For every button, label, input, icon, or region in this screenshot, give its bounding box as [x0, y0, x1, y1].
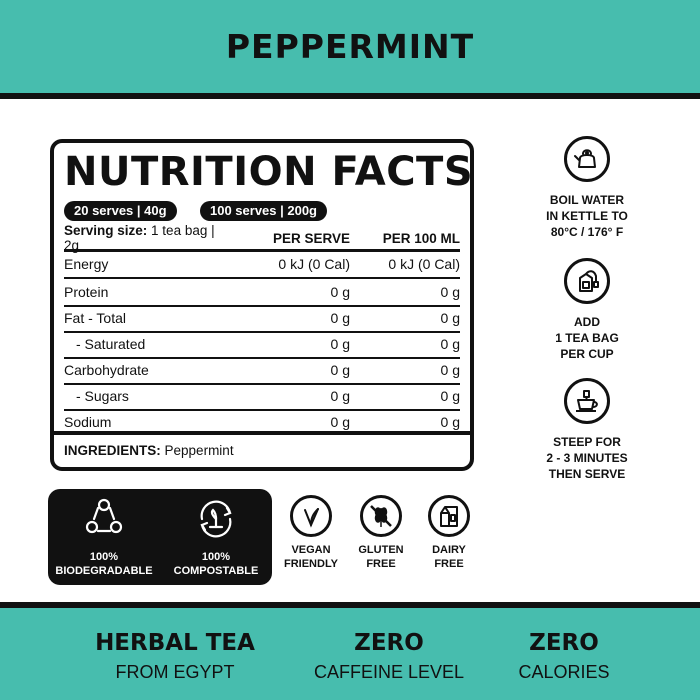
- nutrient-per-100: 0 g: [440, 284, 460, 300]
- recycle-leaf-icon: [82, 497, 126, 541]
- step3-line3: THEN SERVE: [548, 467, 626, 481]
- nutrient-per-serve: 0 g: [330, 414, 350, 430]
- dairy-free-badge: [404, 495, 494, 571]
- nutrient-name: Energy: [64, 256, 109, 272]
- nutrient-per-serve: 0 g: [330, 284, 350, 300]
- nutrient-per-100: 0 g: [440, 336, 460, 352]
- step3-line1: STEEP FOR: [553, 435, 621, 449]
- serves-pill-large: 100 serves | 200g: [200, 201, 327, 221]
- dairy-line1: DAIRY: [432, 544, 466, 556]
- step1-line3: 80°C / 176° F: [550, 225, 624, 239]
- gluten-line1: GLUTEN: [358, 544, 404, 556]
- stat-herbal-tea-big: HERBAL TEA: [95, 630, 255, 656]
- tea-bag-icon: [564, 258, 610, 304]
- stat-herbal-tea: [65, 630, 285, 683]
- nutrition-row: [64, 331, 460, 359]
- gluten-line2: FREE: [366, 558, 396, 570]
- nutrient-per-100: 0 g: [440, 388, 460, 404]
- nutrient-name: - Sugars: [76, 388, 129, 404]
- stat-caffeine-big: ZERO: [354, 630, 424, 656]
- vegan-line2: FRIENDLY: [284, 558, 338, 570]
- serving-size-label: Serving size:: [64, 223, 148, 238]
- vegan-line1: VEGAN: [291, 544, 331, 556]
- dairy-line2: FREE: [434, 558, 464, 570]
- nutrition-row: [64, 383, 460, 411]
- nutrient-per-100: 0 g: [440, 362, 460, 378]
- nutrient-per-serve: 0 g: [330, 362, 350, 378]
- stat-calories-big: ZERO: [529, 630, 599, 656]
- serving-size: [64, 223, 215, 253]
- header-band: [0, 0, 700, 99]
- step2-line1: ADD: [574, 315, 600, 329]
- compostable-label: COMPOSTABLE: [173, 565, 259, 577]
- leaf-icon: [290, 495, 332, 537]
- nutrient-per-serve: 0 g: [330, 310, 350, 326]
- stat-calories: [454, 630, 674, 683]
- compostable-percent: 100%: [201, 551, 231, 563]
- nutrient-per-serve: 0 g: [330, 336, 350, 352]
- tea-cup-icon: [564, 378, 610, 424]
- nutrient-name: Protein: [64, 284, 109, 300]
- nutrient-name: Fat - Total: [64, 310, 126, 326]
- step1-line1: BOIL WATER: [549, 193, 625, 207]
- nutrition-row: [64, 357, 460, 385]
- footer-band: [0, 602, 700, 700]
- wheat-icon: [360, 495, 402, 537]
- nutrient-per-100: 0 g: [440, 310, 460, 326]
- ingredients-divider: [54, 431, 470, 435]
- biodegradable-label: BIODEGRADABLE: [55, 565, 153, 577]
- nutrient-per-100: 0 g: [440, 414, 460, 430]
- nutrition-facts-panel: [50, 139, 474, 471]
- ingredients-value: Peppermint: [164, 443, 234, 458]
- nutrient-name: Sodium: [64, 414, 112, 430]
- step2-line3: PER CUP: [560, 347, 614, 361]
- col-per-serve: PER SERVE: [272, 230, 350, 246]
- nutrient-name: Carbohydrate: [64, 362, 149, 378]
- nutrient-per-serve: 0 kJ (0 Cal): [278, 256, 350, 272]
- stat-caffeine-small: CAFFEINE LEVEL: [313, 662, 465, 682]
- step3-line2: 2 - 3 MINUTES: [546, 451, 628, 465]
- nutrition-title: NUTRITION FACTS: [64, 149, 474, 195]
- serves-pill-small: 20 serves | 40g: [64, 201, 177, 221]
- ingredients: [64, 443, 234, 458]
- step-steep: [532, 378, 642, 482]
- nutrition-row: [64, 305, 460, 333]
- step2-line2: 1 TEA BAG: [555, 331, 619, 345]
- stat-calories-small: CALORIES: [518, 662, 610, 682]
- nutrition-header-row: [64, 223, 460, 253]
- nutrient-per-100: 0 kJ (0 Cal): [388, 256, 460, 272]
- col-per-100ml: PER 100 ML: [382, 230, 460, 246]
- compost-cycle-icon: [194, 497, 238, 541]
- milk-carton-icon: [428, 495, 470, 537]
- stat-herbal-tea-small: FROM EGYPT: [115, 662, 235, 682]
- nutrition-row: [64, 251, 460, 279]
- step1-line2: IN KETTLE TO: [546, 209, 628, 223]
- kettle-icon: [564, 136, 610, 182]
- nutrient-per-serve: 0 g: [330, 388, 350, 404]
- step-boil-water: [532, 136, 642, 240]
- nutrient-name: - Saturated: [76, 336, 146, 352]
- nutrition-row: [64, 279, 460, 307]
- serving-size-value: 1 tea bag | 2g: [64, 223, 215, 253]
- step-add-tea-bag: [532, 258, 642, 362]
- biodegradable-badge: [48, 497, 160, 578]
- biodegradable-percent: 100%: [89, 551, 119, 563]
- compostable-badge: [160, 497, 272, 578]
- product-title: PEPPERMINT: [225, 27, 475, 66]
- ingredients-label: INGREDIENTS:: [64, 443, 161, 458]
- eco-panel: [48, 489, 272, 585]
